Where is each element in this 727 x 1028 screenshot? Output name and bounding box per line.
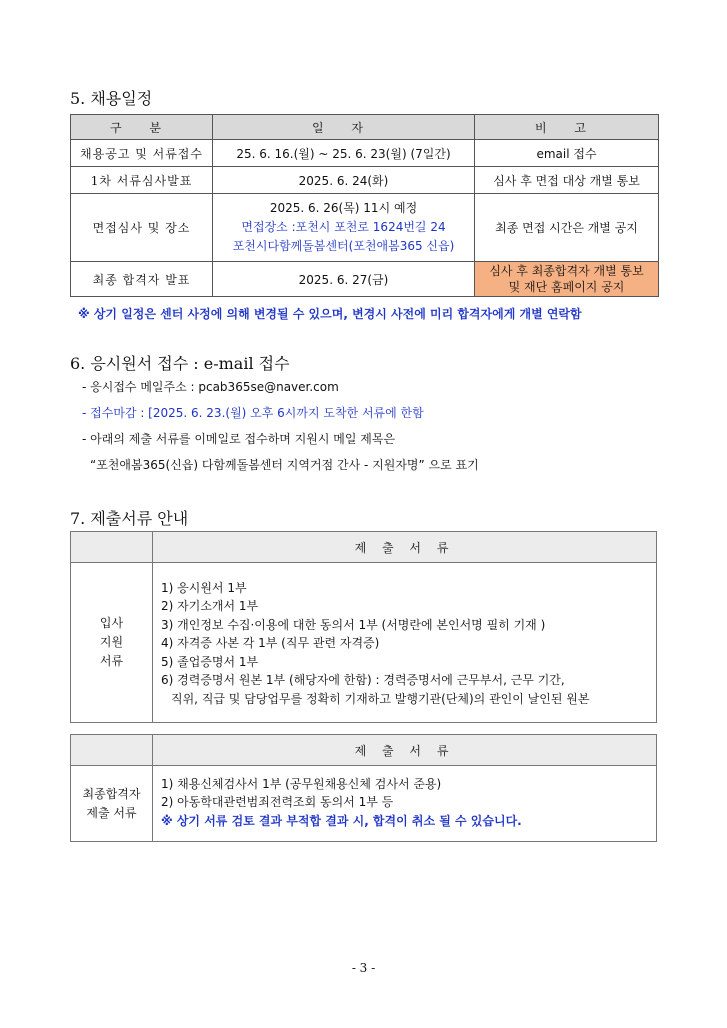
mail-subject-line: “포천애봄365(신읍) 다함께돌봄센터 지역거점 간사 - 지원자명” 으로 표기 [90, 458, 479, 472]
list-item: 5) 졸업증명서 1부 [161, 654, 259, 669]
section6-title: 6. 응시원서 접수 : e-mail 접수 [70, 354, 290, 373]
header-blank [71, 532, 153, 563]
list-item: 2) 아동학대관련범죄전력조회 동의서 1부 등 [161, 795, 394, 810]
table-header-row [71, 532, 657, 563]
row-note: 최종 면접 시간은 개별 공지 [475, 194, 659, 262]
row-date: 2025. 6. 27(금) [213, 262, 475, 297]
list-item: 2) 자기소개서 1부 [161, 599, 259, 614]
deadline-line: - 접수마감 : [2025. 6. 23.(월) 오후 6시까지 도착한 서류에 한함 [82, 406, 424, 420]
section7-title: 7. 제출서류 안내 [70, 509, 189, 528]
table-row [71, 167, 659, 194]
list-item: 3) 개인정보 수집·이용에 대한 동의서 1부 (서명란에 본인서명 필히 기재 ) [161, 617, 546, 632]
list-item: 1) 응시원서 1부 [161, 580, 247, 595]
header-documents: 제 출 서 류 [153, 532, 657, 563]
header-blank [71, 735, 153, 766]
side-label: 최종합격자 제출 서류 [71, 766, 153, 842]
row-note: 심사 후 최종합격자 개별 통보 [489, 264, 644, 278]
table-row [71, 194, 659, 262]
interview-location-name: 포천시다함께돌봄센터(포천애봄365 신읍) [232, 239, 455, 253]
row-date-cell [213, 194, 475, 262]
header-note: 비 고 [475, 115, 659, 140]
application-documents-table [70, 531, 657, 723]
list-item: 직위, 직급 및 담당업무를 정확히 기재하고 발행기관(단체)의 관인이 날인된 원본 [171, 691, 590, 706]
page-number: - 3 - [351, 961, 376, 975]
table-row [71, 766, 657, 842]
row-note: 심사 후 면접 대상 개별 통보 [475, 167, 659, 194]
instruction-line: - 아래의 제출 서류를 이메일로 접수하며 지원시 메일 제목은 [82, 432, 396, 446]
schedule-header-row [71, 115, 659, 140]
table-row [71, 262, 659, 297]
final-documents-table [70, 734, 657, 842]
table-header-row [71, 735, 657, 766]
header-category: 구 분 [71, 115, 213, 140]
email-address-line: - 응시접수 메일주소 : pcab365se@naver.com [82, 380, 339, 394]
list-item: 6) 경력증명서 원본 1부 (해당자에 한함) : 경력증명서에 근무부서, 근무 기간, [161, 673, 565, 688]
row-date: 2025. 6. 26(목) 11시 예정 [269, 201, 418, 215]
row-label: 1차 서류심사발표 [71, 167, 213, 194]
row-label: 최종 합격자 발표 [71, 262, 213, 297]
row-label: 채용공고 및 서류접수 [71, 140, 213, 167]
final-notice: ※ 상기 서류 검토 결과 부적합 결과 시, 합격이 취소 될 수 있습니다. [161, 813, 522, 828]
interview-location: 면접장소 :포천시 포천로 1624번길 24 [241, 220, 446, 234]
side-label: 입사 지원 서류 [71, 563, 153, 723]
row-date: 2025. 6. 24(화) [213, 167, 475, 194]
table-row [71, 140, 659, 167]
row-date: 25. 6. 16.(월) ~ 25. 6. 23(월) (7일간) [213, 140, 475, 167]
row-note-highlight [475, 262, 659, 297]
document-list [153, 766, 657, 842]
row-label: 면접심사 및 장소 [71, 194, 213, 262]
schedule-table [70, 114, 659, 297]
header-documents: 제 출 서 류 [153, 735, 657, 766]
row-note-line2: 및 재단 홈페이지 공지 [508, 280, 625, 294]
section5-title: 5. 채용일정 [70, 89, 153, 108]
header-date: 일 자 [213, 115, 475, 140]
list-item: 4) 자격증 사본 각 1부 (직무 관련 자격증) [161, 636, 380, 651]
schedule-notice: ※ 상기 일정은 센터 사정에 의해 변경될 수 있으며, 변경시 사전에 미리 합격자에게 개별 연락함 [78, 307, 582, 321]
document-list [153, 563, 657, 723]
table-row [71, 563, 657, 723]
row-note: email 접수 [475, 140, 659, 167]
list-item: 1) 채용신체검사서 1부 (공무원채용신체 검사서 준용) [161, 776, 442, 791]
